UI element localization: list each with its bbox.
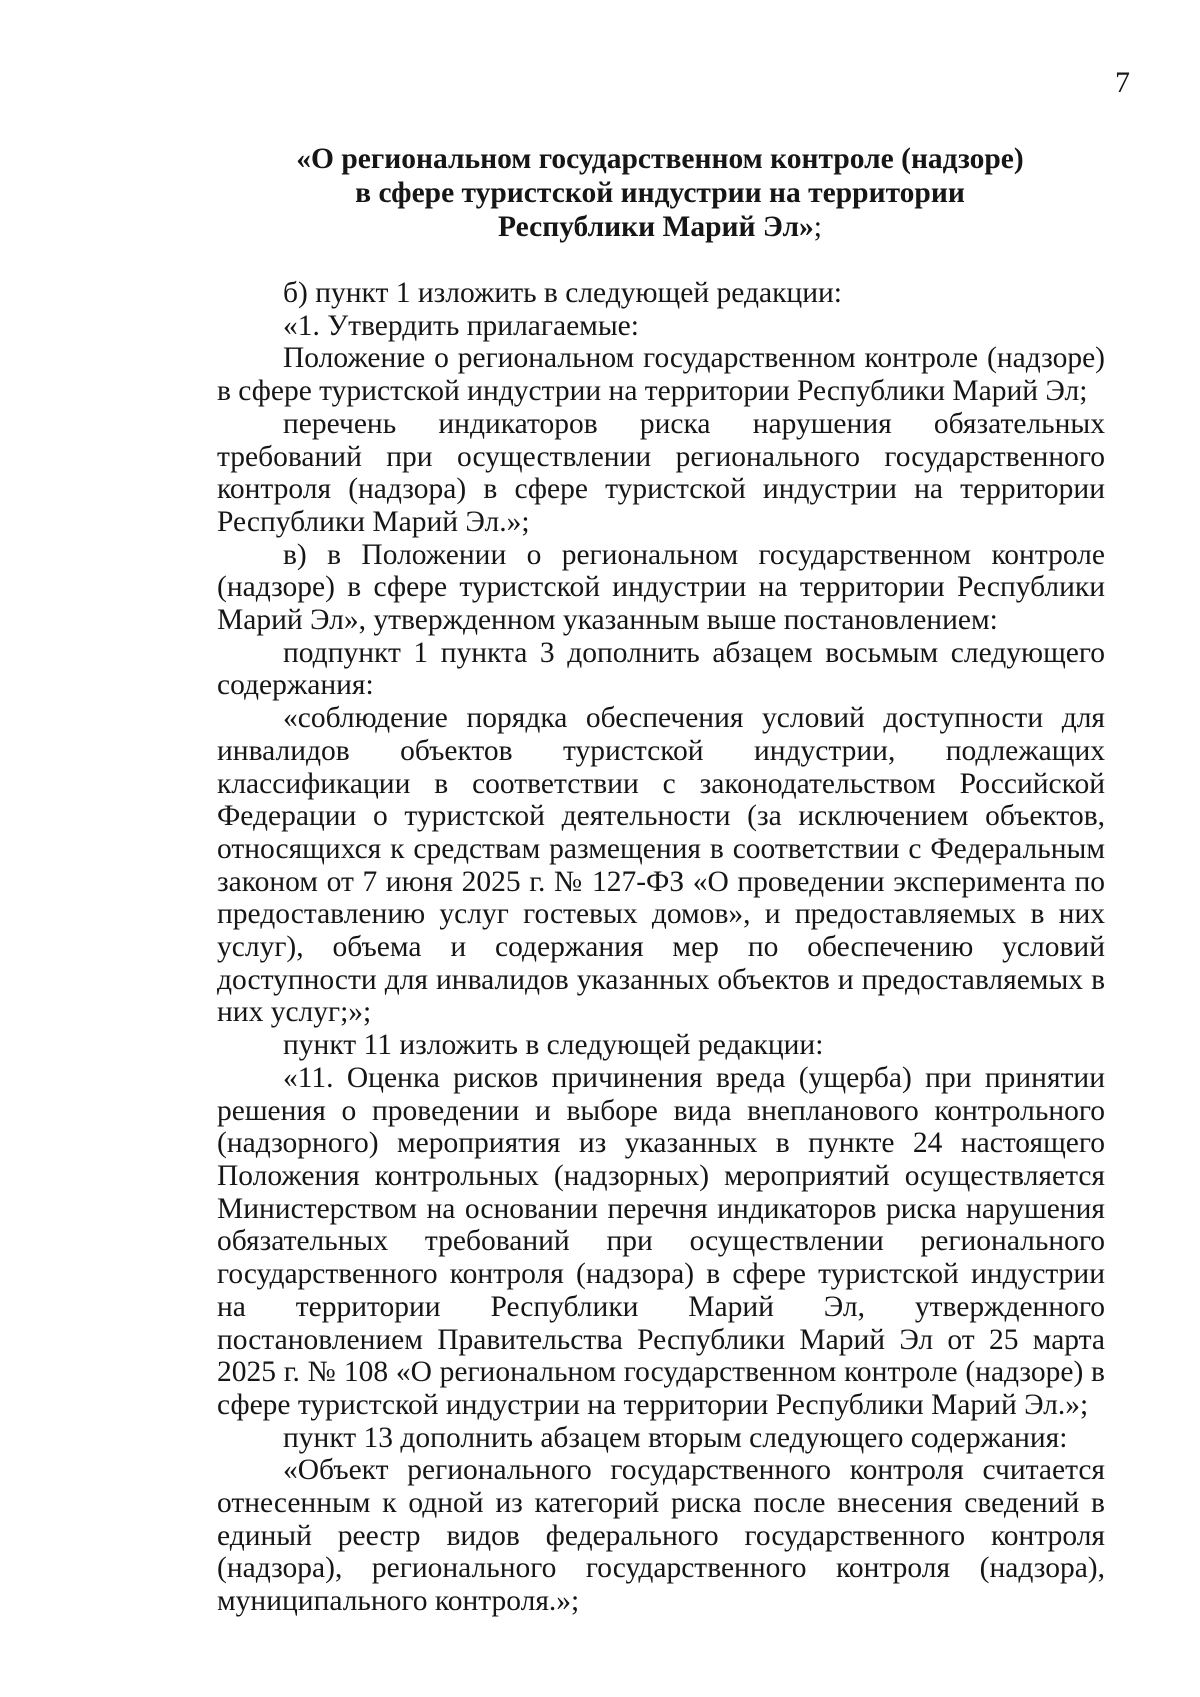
paragraph-accessibility: «соблюдение порядка обеспечения условий доступности для инвалидов объектов туристской индустрии, подлежащих классификации в соответствии с законодательством Российской Федерации о туристской деятельности (за исключением объектов, относящихся к средствам размещения в соответствии с Федеральным законом от 7 июня 2025 г. № 127-ФЗ «О проведении эксперимента по предоставлению услуг гостевых домов», и предоставляемых в них услуг), объема и содержания мер по обеспечению условий доступности для инвалидов указанных объектов и предоставляемых в них услуг;»;: [217, 702, 1105, 1029]
paragraph-point-11: «11. Оценка рисков причинения вреда (ущерба) при принятии решения о проведении и выборе вида внепланового контрольного (надзорного) мероприятия из указанных в пункте 24 настоящего Положения контрольных (надзорных) мероприятий осуществляется Министерством на основании перечня индикаторов риска нарушения обязательных требований при осуществлении регионального государственного контроля (надзора) в сфере туристской индустрии на территории Республики Марий Эл, утвержденного постановлением Правительства Республики Марий Эл от 25 марта 2025 г. № 108 «О региональном государственном контроле (надзоре) в сфере туристской индустрии на территории Республики Марий Эл.»;: [217, 1061, 1105, 1421]
title-line-3-tail: ;: [813, 211, 822, 243]
paragraph-indicators-list: перечень индикаторов риска нарушения обязательных требований при осуществлении регионального государственного контроля (надзора) в сфере туристской индустрии на территории Республики Марий Эл.»;: [217, 407, 1105, 538]
title-line-3-bold: Республики Марий Эл»: [498, 211, 814, 243]
paragraph-point-13-intro: пункт 13 дополнить абзацем вторым следующего содержания:: [283, 1421, 1068, 1454]
paragraph-point-11-intro: пункт 11 изложить в следующей редакции:: [283, 1029, 824, 1062]
document-title: [210, 142, 1110, 244]
paragraph-b: б) пункт 1 изложить в следующей редакции:: [283, 277, 842, 309]
paragraph-point-13: «Объект регионального государственного контроля считается отнесенным к одной из категорий риска после внесения сведений в единый реестр видов федерального государственного контроля (надзора), регионального государственного контроля (надзора), муниципального контроля.»;: [217, 1454, 1105, 1618]
title-line-3: [210, 210, 1110, 244]
paragraph-v: в) в Положении о региональном государственном контроле (надзоре) в сфере туристской индустрии на территории Республики Марий Эл», утвержденном указанным выше постановлением:: [217, 538, 1105, 637]
page-number: 7: [1115, 66, 1130, 99]
document-body: [217, 277, 1105, 1618]
paragraph-regulation: Положение о региональном государственном контроле (надзоре) в сфере туристской индустрии на территории Республики Марий Эл;: [217, 342, 1105, 408]
title-line-1: «О региональном государственном контроле (надзоре): [296, 143, 1024, 175]
title-line-2: в сфере туристской индустрии на территории: [355, 177, 965, 209]
paragraph-subpoint-1: подпункт 1 пункта 3 дополнить абзацем восьмым следующего содержания:: [217, 636, 1105, 702]
paragraph-approve: «1. Утвердить прилагаемые:: [283, 309, 639, 342]
